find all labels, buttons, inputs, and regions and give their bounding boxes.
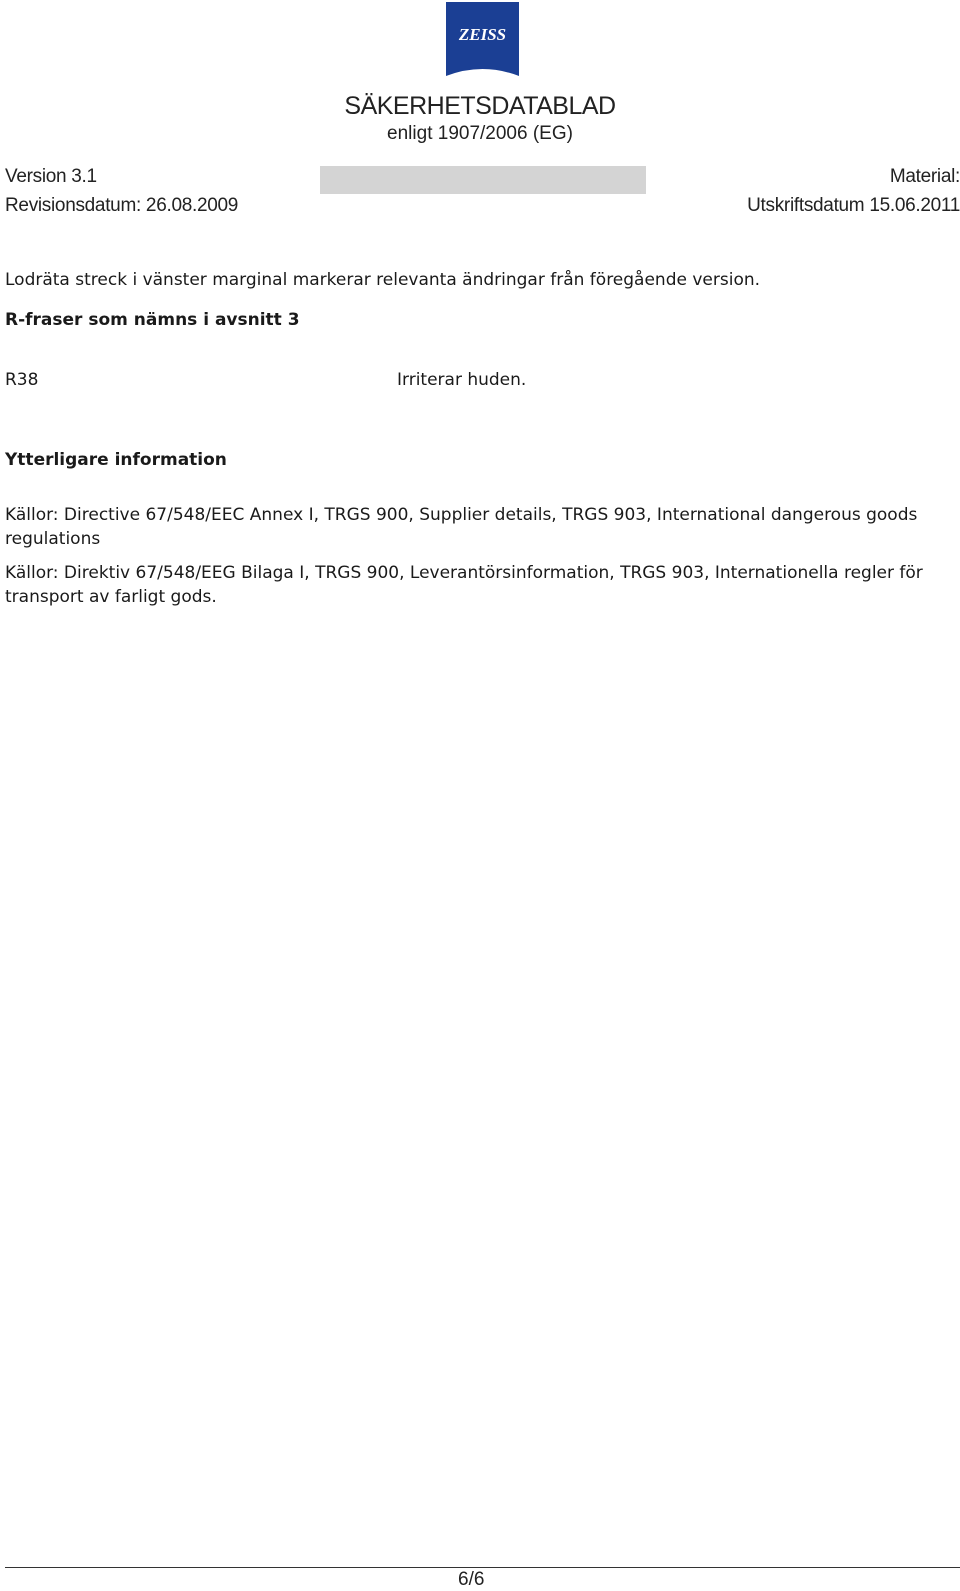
version-label: Version 3.1	[5, 166, 97, 187]
r-phrase-code: R38	[5, 370, 39, 390]
logo-text: ZEISS	[458, 25, 507, 44]
footer-divider	[5, 1567, 960, 1568]
material-label: Material:	[889, 166, 960, 187]
document-title: SÄKERHETSDATABLAD	[344, 92, 616, 120]
r-phrases-heading: R-fraser som nämns i avsnitt 3	[5, 310, 300, 330]
sources-english: Källor: Directive 67/548/EEC Annex I, TRGS 900, Supplier details, TRGS 903, International dangerous goods regulations	[5, 505, 918, 549]
additional-info-heading: Ytterligare information	[5, 450, 227, 470]
r-phrase-text: Irriterar huden.	[397, 370, 527, 390]
document-subtitle: enligt 1907/2006 (EG)	[387, 123, 573, 144]
print-date: Utskriftsdatum 15.06.2011	[747, 195, 960, 216]
change-note: Lodräta streck i vänster marginal markerar relevanta ändringar från föregående version.	[5, 270, 761, 290]
page-number: 6/6	[458, 1569, 485, 1590]
sources-swedish: Källor: Direktiv 67/548/EEG Bilaga I, TRGS 900, Leverantörsinformation, TRGS 903, Internationella regler för transport av farligt gods.	[5, 563, 923, 607]
material-name-field	[320, 166, 646, 194]
revision-date: Revisionsdatum: 26.08.2009	[5, 195, 239, 216]
zeiss-logo	[446, 2, 519, 76]
